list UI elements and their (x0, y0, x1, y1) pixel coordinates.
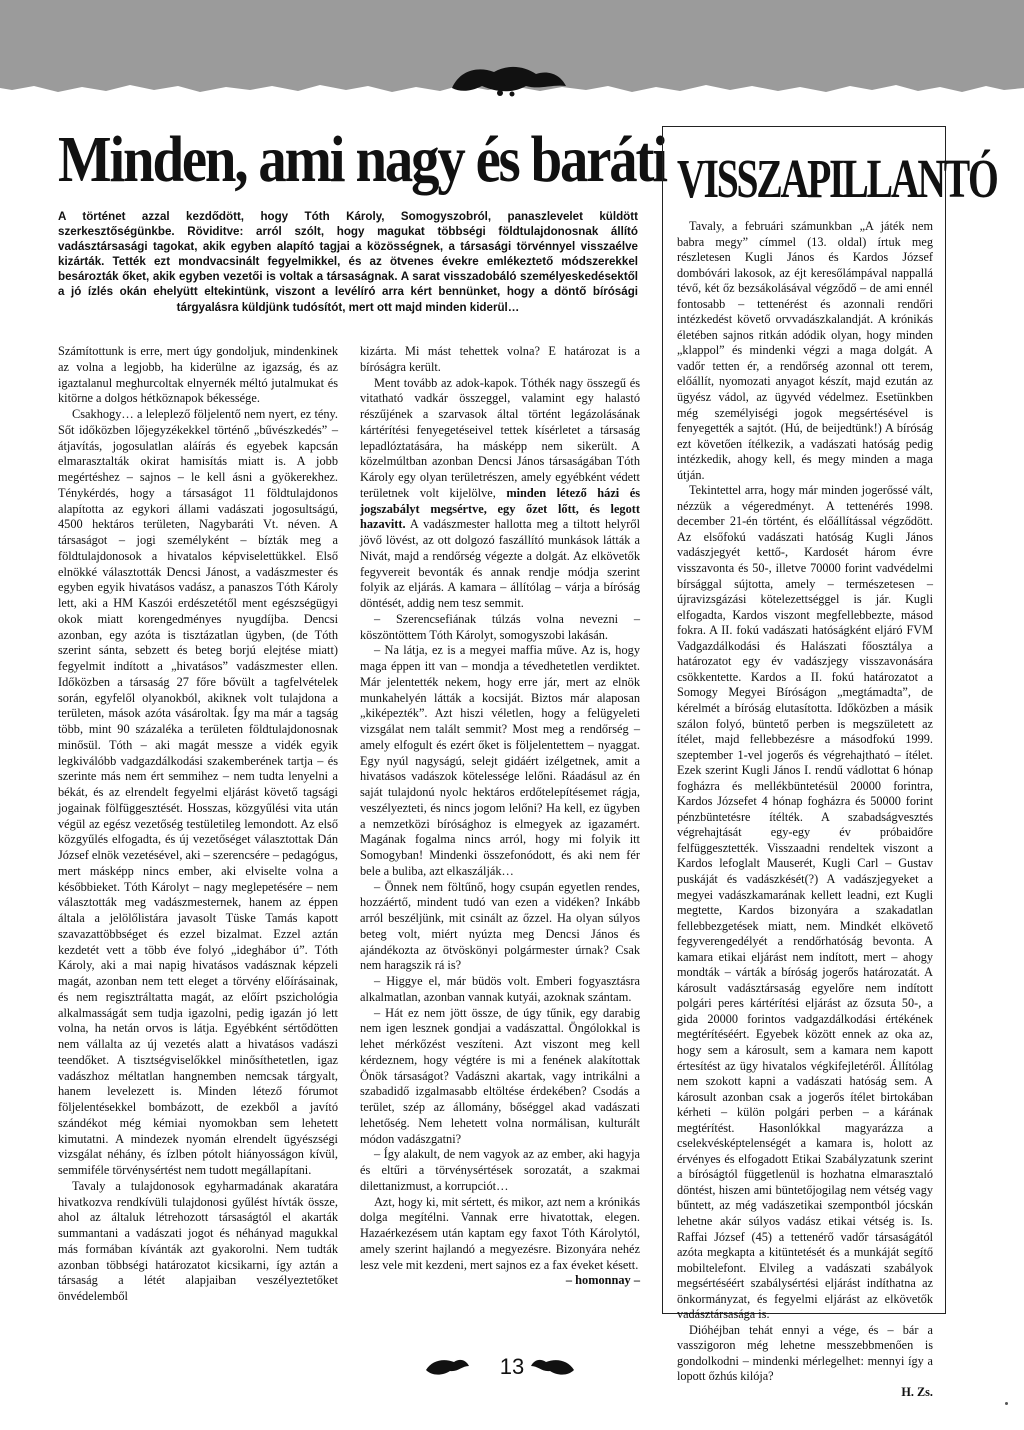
leaf-ornament-icon (424, 1356, 470, 1378)
author-signature: – homonnay – (565, 1273, 640, 1288)
sidebar-box (662, 126, 997, 1400)
article-lead: A történet azzal kezdődött, hogy Tóth Károly, Somogyszobról, panaszlevelet küldött szerkesztőségünkbe. Röviditve: arról szólt, hogy magukat többségi földtulajdonosnak állító vadásztársasági tagokat, akik egyben alapító tagjai a közösségnek, a társasági törvénnyel visszaélve kizárták. Tették ezt mondvacsinált fegyelmikkel, és az ötvenes évekre emlékeztető módszerekkel besározták őket, akik egyben vezetői is voltak a társaságnak. A sarat visszadobáló személyeskedésektől a jó ízlés okán ehelyütt eltekintünk, viszont a levélíró arra kért bennünket, hogy a döntő bírósági tárgyalásra küldjünk tudósítót, mert ott majd minden kiderül… (58, 210, 638, 314)
paragraph-text: A vadászmester hallotta meg a tiltott helyről jövő lövést, az ott dolgozó faszállító munkások látták a Nivát, majd a rendőrség végezte a dolgát. Az elkövetők fegyvereit bevonták és annak rendje módja szerint folyik az eljárás. A kamara – állítólag – várja a bíróság döntését, addig nem tesz semmit. (360, 517, 640, 610)
paragraph: Dióhéjban tehát ennyi a vége, és – bár a vasszigoron még lehetne messzebbmenően is gondolkodni – mindenki mérlegelhet: mennyi így a lopott őzhús kilója? (677, 1322, 933, 1384)
paragraph: Azt, hogy ki, mit sértett, és mikor, azt nem a krónikás dolga megítélni. Vannak erre hivatottak, elegen. Hazaérkezésem után kaptam egy faxot Tóth Károlytól, amely szerint hajlandó a megyezésre. Bizonyára nehéz lesz vele mit kezdeni, mert sajnos ez a fax éveket késett. (360, 1194, 640, 1272)
paragraph: – Na látja, ez is a megyei maffia műve. Az is, hogy maga éppen itt van – mondja a tévedhetetlen verdiktet. Már jelentették nekem, hogy erre jár, mert az elnök munkahelyén látták a kocsiját. Biztos már alaposan „kiképezték”. Azt hiszi véletlen, hogy a felügyeleti vizsgálat nem talált semmit? Most meg a rendőrség – amely elfogult és ezért őket is följelentettem – nyaggat. Egy nyúl nagyságú, selejt gidáért izélgetnek, amit a hivatásos vadászok kötelessége lelőni. Ráadásul az én saját tulajdonú nyolc hektáros erdőtelepítésemet rágja, veszélyezteti, és nincs jogom lelőni? Ha kell, ez ügyben a nemzetközi bírósághoz is elmegyek az igazamért. Magának fogalma nincs arról, hogy mi folyik itt Somogyban! Mindenki összefonódott, és aki nem fér bele a buliba, azt elkaszálják… (360, 643, 640, 878)
sidebar-signature: H. Zs. (901, 1385, 933, 1400)
paragraph: – Így alakult, de nem vagyok az az ember, aki hagyja és eltűri a törvénysértések sorozatát, a szakmai dilettanizmust, a korrupciót… (360, 1147, 640, 1193)
article-title: Minden, ami nagy és baráti (58, 123, 666, 196)
corner-mark (1005, 1402, 1008, 1405)
paragraph: Tekintettel arra, hogy már minden jogerőssé vált, nézzük a végeredményt. A tettenérés 1998. december 21-én történt, és előállítással végződött. Az elsőfokú vadászati hatóság Kugli János vadászjegyét kettő-, Kardosét három évre visszavonta és 50-, illetve 70000 forint vadvédelmi bírsággal sújtotta, amely – természetesen – újravizsgázási kötelezettséggel is jár. Kugli elfogadta, Kardos viszont megfellebbezte, másod fokra. A II. fokú vadászati hatóságként eljáró FVM Vadgazdálkodási és Halászati főosztálya a határozatot egy év vadászjegy visszavonására csökkentette. Kardos a II. fokú határozatot a Somogy Megyei Bíróságon „megtámadta”, de kérelmét a bíróság elutasította. Időközben a másik szálon folyó, büntető perben is megszületett az ítélet, majd fellebbezésre a másodfokú 1999. szeptember 1-vel jogerős és végrehajtható – ítélet. Ezek szerint Kugli János I. rendű vádlottat 6 hónap fogházra és mellékbüntetésül 20000 forintra, Kardos Józsefet 4 hónap fogházra és 50000 forint pénzbüntetésre ítélték. A szabadságvesztés végrehajtását egy-egy év próbaidőre felfüggesztették. Visszaadni rendeltek viszont a Kardos lefoglalt Mauserét, Kugli Carl – Gustav puskáját és vadászkését(?) A vadászjegyeket a megyei vadászkamarának kellett leadni, ezt Kugli megtette, Kardos bizonyára a szakadatlan fellebbezgetések miatt, nem. Mindkét elkövető fegyverengedélyét a rendőrhatóság bevonta. A kamara etikai eljárást nem indított, mert – ahogy mondták – várták a bíróság jogerős határozatát. A károsult vadásztársaság egyelőre nem indított polgári peres kártérítési eljárást az őzsuta 50-, a gida 20000 forintos vadgazdálkodási értékének megtérítéséért. Egyebek között ennek az oka az, hogy sem a károsult, sem a kamara nem kapott értesítést az ügy hivatalos végkifejletéről. Állítólag nem szokott kapni a vadászati hatóság sem. A károsult azonban csak a jogerős ítélet birtokában kérheti – külön polgári perben – a kárának megtérítést. Hasonlókkal magyarázza a cselekvésképtelenségét a kamara is, holott az érvényes és elfogadott Etikai Szabályzatunk szerint a bíróságtól függetlenül is hozhatna elmarasztaló döntést, hiszen ami büntetőjogilag nem vétség vagy bűntett, az még vadászetikai szempontból jócskán lehetne akár súlyos vadász etikai vétség is. Is. Raffai József (45) a tettenérő vadőr társaságától azóta megkapta a kitüntetését és a munkáját segítő mobiltelefont. Elvileg a vadászati szabályok megsértéséért szabálysértési eljárást indíthatna az önkormányzat, és fegyelmi eljárást az elkövetők vadásztársasága is. (677, 483, 933, 1322)
page-footer (0, 1352, 1024, 1382)
page-number: 13 (499, 1354, 525, 1379)
sidebar-title: VISSZAPILLANTÓ (677, 148, 997, 209)
paragraph-text: Ment tovább az adok-kapok. Tóthék nagy összegű és vitatható vadkár összeggel, valamint egy halastó részűjének a szarvasok által történt legázolásának kártérítési fenyegetéseivel tettek kísérletet a társaság lepadlóztatására, ha másképp nem sikerült. A közelmúltban azonban Dencsi János társaságában Tóth Károly egy olyan területrészen, amely egyébként védett területnek volt kijelölve, (360, 375, 640, 500)
leaf-ornament-icon (530, 1356, 576, 1378)
article-column-1 (58, 344, 338, 1314)
paragraph: – Higgye el, már büdös volt. Emberi fogyasztásra alkalmatlan, azonban vannak kutyái, azoknak szántam. (360, 974, 640, 1004)
paragraph: – Hát ez nem jött össze, de úgy tűnik, egy darabig nem igen lesznek gondjai a vadászattal. Öngólokkal is lehet mérkőzést veszíteni. Azt viszont meg kell kérdeznem, hogy végtére is mi a fenének alakítottak Önök társaságot? Vadászni akartak, vagy intrikálni a szabadidő izgalmasabb eltöltése érdekében? Csodás a terület, szép az állomány, bőséggel akad vadászati lehetőség. Nem lehetett volna normálisan, kulturált módon vadászgatni? (360, 1005, 640, 1146)
paragraph: Tavaly, a februári számunkban „A játék nem babra megy” címmel (13. oldal) írtuk meg részletesen Kugli János és Kardos József dombóvári lakosok, az éjt keresőlámpával nappallá tévő, két őz bezsákolásával végződő – de ami ennél fontosabb – tettenérést és azonnali rendőri intézkedést követő orvvadászkalandját. A krónikás életében sajnos ritkán adódik olyan, hogy minden „klappol” és mindenki végzi a maga dolgát. A vadőr tetten ér, a rendőrség azonnal ott terem, előállít, nyomozati anyagot készít, majd ezután az ügyész vádol, az ügyvéd védelmez. Esetünkben még személyiségi jogok megsértésével is fenyegették a sajtót. (Hú, de beijedtünk!) A bíróság ezt követően ítélkezik, a vadászati hatóság pedig intézkedik, ahogy kell, és megy minden a maga útján. (677, 219, 933, 482)
paragraph: – Önnek nem föltűnő, hogy csupán egyetlen rendes, hozzáértő, mindent tudó van ezen a vidéken? Inkább arról beszéljünk, mit csinált az őzzel. Ha olyan súlyos beteg volt, miért nyúzta meg Dencsi János és ajándékozta az ötvöskönyi polgármester úrnak? Csak nem haragszik rá is? (360, 879, 640, 973)
paragraph: Számítottunk is erre, mert úgy gondoljuk, mindenkinek az volna a legjobb, ha kiderülne az igazság, és az igaztalanul meghurcoltak elnyernék méltó jutalmukat és kitörne a dolgos hétköznapok békessége. (58, 344, 338, 406)
paragraph: – Szerencsefiának túlzás volna nevezni – köszöntöttem Tóth Károlyt, somogyszobi lakásán. (360, 611, 640, 642)
paragraph: Csakhogy… a leleplező följelentő nem nyert, ez tény. Sőt időközben lőjegyzékekkel történő „bűvészkedés” – átjavítás, jogosulatlan aláírás és egyebek kapcsán elmarasztalták okirat hamisítás miatt is. A jobb megértéshez – sajnos – le kell ásni a gyökerekhez. Ténykérdés, hogy a társaságot 11 földtulajdonos alapította az egykori állami vadászati jogosultságú, 4500 hektáros területen, Nagybaráti Vt. néven. A társaságot – jogi személyként – bízták meg a földtulajdonosok a hivatalos képviselettükkel. Első elnökké választották Dencsi Jánost, a vadászmester és egyben egyik hivatásos vadász, a panaszos Tóth Károly lett, aki a HM Kaszói erdészetétől ment egészségügyi okok miatt korengedményes nyugdíjba. Dencsi azonban, egy azóta is tisztázatlan ügyben, (de Tóth szerint sánta, sebzett és beteg borjú elejtése miatt) fegyelmit indított a „hivatásos” vadászmester ellen. Időközben a társaság 27 főre bővült a tagfelvételek során, egyfelől olyanokból, akiknek volt tulajdona a területen, mások azóta vásároltak. Így ma már a tagság több, mint 90 százaléka a területen földtulajdonosnak minősül. Tóth – aki magát messze a vidék egyik legkiválóbb vadgazdálkodási szakemberének tartja – és szerinte más nem ért semmihez – nem tudta lenyelni a békát, és az elrendelt fegyelmi eljárást követő tagsági jogainak fölfüggesztését. Hosszas, közgyűlési vita után végül az egész vezetőség testületileg lemondott. Az első közgyűlés elfogadta, és új vezetőséget választottak Dán József elnök vezetésével, aki – szerencsére – pedagógus, mert másképp nincs ember, aki elviselte volna a későbbieket. Tóth Károlyt – nagy meglepetésére – nem választották meg vadászmesternek, hanem az éppen általa a jelölőlistára javasolt Tüske Tamás kapott szavazattöbbséget és ezzel bizalmat. Ezzel aztán kezdetét vett a több éve folyó „ideghábor ú”. Tóth Károly, aki a mai napig hivatásos vadásznak képzeli magát, azonban nem tett eleget a törvény előírásainak, és nem regisztráltatta magát, az előírt pszichológia alkalmasságát sem tudja igazolni, pedig igazán jó lett volna, ha netán orvos is látja. Egyébként sértődötten nem vállalta az új vezetés alatt a hivatásos vadászi teendőket. A tisztségviselőkkel minősíthetetlen, igaz vadászhoz méltatlan hangnemben nemcsak tárgyalt, hanem levelezett is. Minden létező fórumot följelentésekkel bombázott, de ezekből a javító szándékot még kémiai nyomokban sem lehetett kimutatni. A mindezek nyomán elrendelt ügyészségi vizsgálat néhány, és ízlben pótolt hiányosságon kívül, semmiféle törvénysértést nem tudott megállapítani. (58, 407, 339, 1177)
page-header-band (0, 0, 1024, 110)
article-column-2 (360, 344, 640, 1314)
bold-phrase: minden létező házi és jogszabályt megsértve, egy őzet lőtt, és legott hazavitt. (360, 485, 641, 532)
paragraph: kizárta. Mi mást tehettek volna? E határozat is a bíróságra került. (360, 344, 640, 374)
paragraph: Tavaly a tulajdonosok egyharmadának akaratára hivatkozva rendkívüli tulajdonosi gyűlést hívták össze, ahol az általuk létrehozott társaságtól el akarták summantani a vadászati jogot és néhányad magukkal más formában kívánták azt gyakorolni. Nem tudták azonban többségi határozatot kicsikarni, így aztán a társaság a létét alapjaiban veszélyeztetőket önvédelemből (58, 1178, 338, 1303)
torn-paper-edge (0, 0, 1024, 110)
paragraph (360, 376, 640, 612)
sidebar-body (677, 219, 933, 1400)
